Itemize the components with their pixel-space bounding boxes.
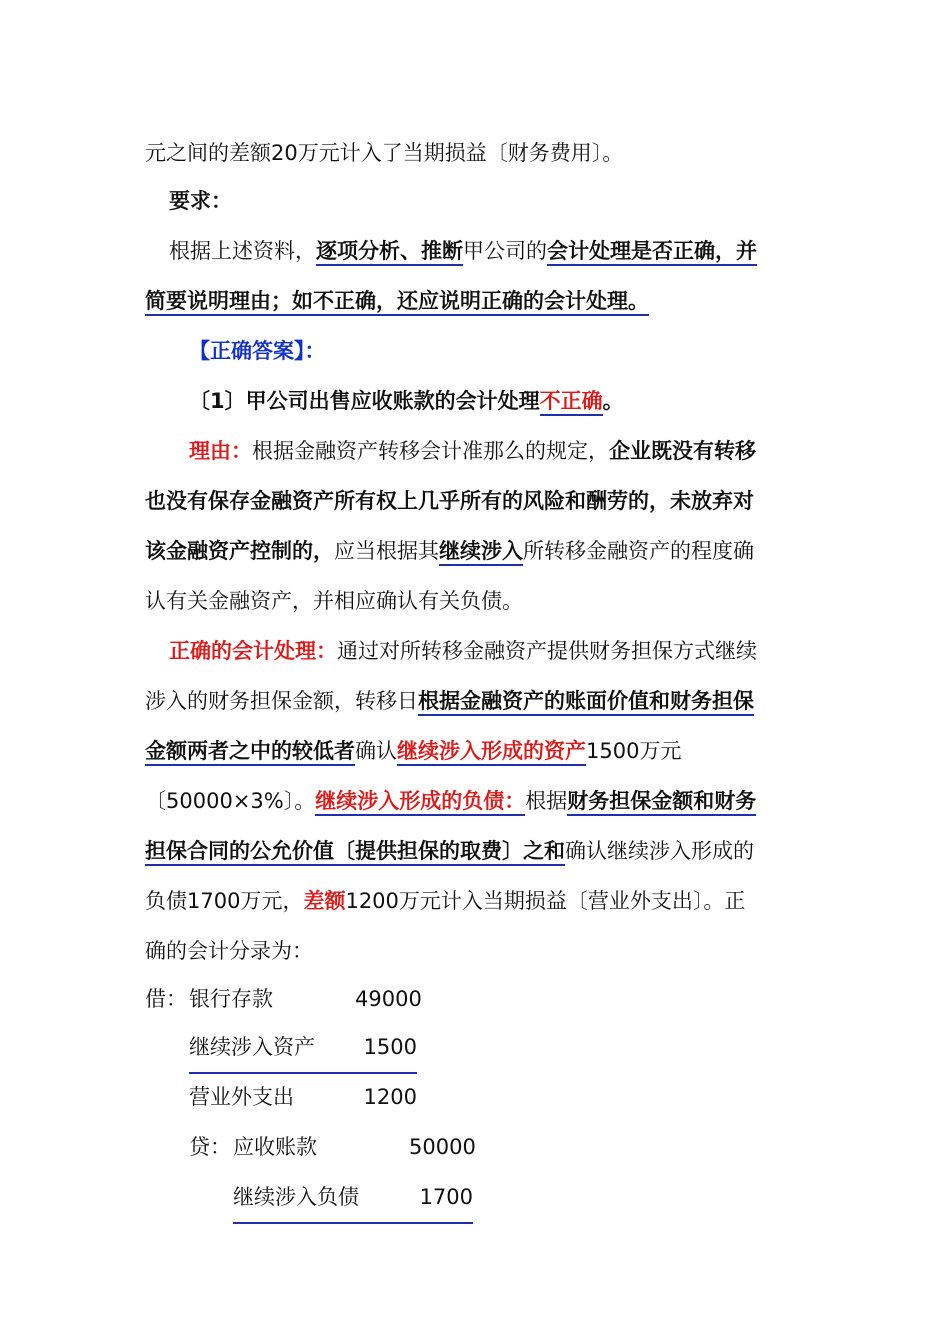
reason-line-2: 也没有保存金融资产所有权上几乎所有的风险和酬劳的，未放弃对 — [145, 489, 754, 513]
intro-text: 元之间的差额20万元计入了当期损益〔财务费用〕。 — [145, 141, 624, 165]
correct-line-2: 涉入的财务担保金额，转移日根据金融资产的账面价值和财务担保 — [145, 676, 800, 726]
requirement-line-1: 根据上述资料，逐项分析、推断甲公司的会计处理是否正确，并 — [169, 226, 824, 276]
reason-line-4: 认有关金融资产，并相应确认有关负债。 — [145, 589, 523, 613]
debit-entry-3 — [189, 1072, 419, 1122]
answer-title: 【正确答案】： — [189, 339, 326, 363]
credit-entry-1 — [233, 1122, 475, 1172]
credit-account-2: 继续涉入负债 — [233, 1185, 359, 1209]
debit-label: 借： — [145, 987, 187, 1011]
debit-entry-2 — [189, 1022, 417, 1074]
debit-amount-2: 1500 — [363, 1035, 417, 1059]
credit-label: 贷： — [189, 1135, 231, 1159]
credit-amount-1: 50000 — [409, 1135, 476, 1159]
correct-line-1: 正确的会计处理：通过对所转移金融资产提供财务担保方式继续 — [169, 639, 757, 663]
requirement-title: 要求： — [169, 189, 232, 213]
debit-amount-1: 49000 — [355, 987, 422, 1011]
correct-line-7: 确的会计分录为： — [145, 939, 313, 963]
credit-entry-2 — [233, 1172, 473, 1224]
debit-account-2: 继续涉入资产 — [189, 1035, 315, 1059]
reason-line-3: 该金融资产控制的，应当根据其继续涉入所转移金融资产的程度确 — [145, 526, 800, 576]
item-1-heading: 〔1〕甲公司出售应收账款的会计处理不正确。 — [189, 376, 844, 426]
correct-line-6: 负债1700万元，差额1200万元计入当期损益〔营业外支出〕。正 — [145, 889, 746, 913]
debit-account-1: 银行存款 — [189, 987, 273, 1011]
correct-line-5: 担保合同的公允价值〔提供担保的取费〕之和确认继续涉入形成的 — [145, 826, 800, 876]
requirement-line-2: 简要说明理由；如不正确，还应说明正确的会计处理。 — [145, 276, 800, 326]
reason-line-1: 理由：根据金融资产转移会计准那么的规定，企业既没有转移 — [189, 439, 756, 463]
correct-line-3: 金额两者之中的较低者确认继续涉入形成的资产1500万元 — [145, 726, 800, 776]
debit-entry-1 — [189, 974, 422, 1024]
debit-amount-3: 1200 — [363, 1085, 417, 1109]
credit-amount-2: 1700 — [419, 1185, 473, 1209]
debit-account-3: 营业外支出 — [189, 1085, 294, 1109]
paragraph-intro — [145, 128, 800, 178]
credit-account-1: 应收账款 — [233, 1135, 317, 1159]
correct-line-4: 〔50000×3%〕。继续涉入形成的负债：根据财务担保金额和财务 — [145, 776, 800, 826]
